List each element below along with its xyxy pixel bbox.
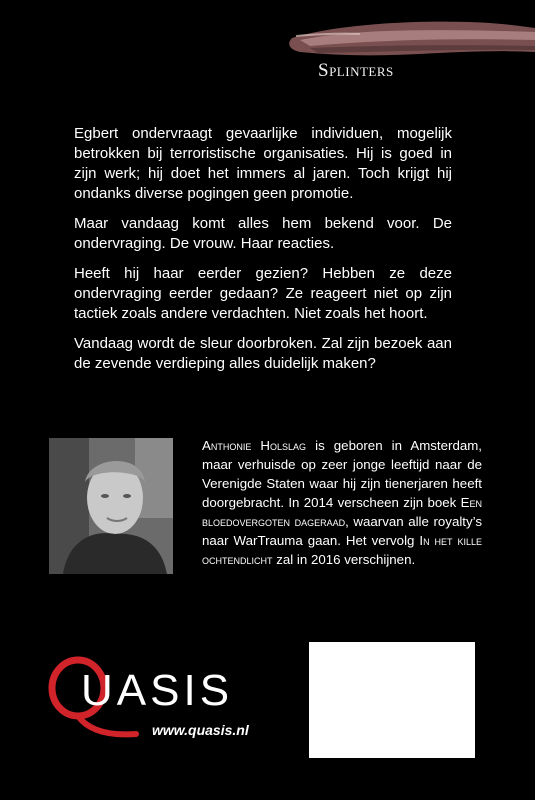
publisher-logo-text: UASIS — [81, 666, 234, 715]
series-title: Splinters — [318, 60, 394, 81]
book-title-2: In het kille ochtendlicht — [202, 533, 482, 567]
brush-stroke-decoration — [0, 0, 535, 80]
blurb-paragraph-4: Vandaag wordt de sleur doorbroken. Zal zijn bezoek aan de zevende verdieping alles duidelijk maken? — [74, 335, 452, 372]
author-bio-part-3: zal in 2016 verschijnen. — [272, 552, 416, 567]
blurb-paragraph-2: Maar vandaag komt alles hem bekend voor. De ondervraging. De vrouw. Haar reacties. — [74, 215, 452, 252]
barcode-placeholder — [309, 642, 475, 758]
author-bio-part-1: is geboren in Amsterdam, maar verhuisde op zeer jonge leeftijd naar de Verenigde Staten waar hij zijn tienerjaren heeft doorgebracht. In 2014 verscheen zijn boek — [202, 438, 483, 510]
blurb-text — [74, 124, 452, 384]
blurb-paragraph-3: Heeft hij haar eerder gezien? Hebben ze deze ondervraging eerder gedaan? Ze reageert niet op zijn tactiek zoals andere verdachten. Niet zoals het hoort. — [74, 265, 452, 322]
author-bio — [202, 436, 482, 569]
author-photo — [49, 438, 173, 574]
book-title-1: Een bloedovergoten dageraad — [202, 495, 482, 529]
blurb-paragraph-1: Egbert ondervraagt gevaarlijke individuen, mogelijk betrokken bij terroristische organisaties. Hij is goed in zijn werk; hij doet het immers al jaren. Toch krijgt hij ondanks diverse pogingen geen promotie. — [74, 125, 452, 202]
author-bio-part-2: , waarvan alle royalty’s naar WarTrauma gaan. Het vervolg — [202, 514, 482, 548]
publisher-url: www.quasis.nl — [152, 722, 249, 738]
author-name: Anthonie Holslag — [202, 438, 307, 453]
